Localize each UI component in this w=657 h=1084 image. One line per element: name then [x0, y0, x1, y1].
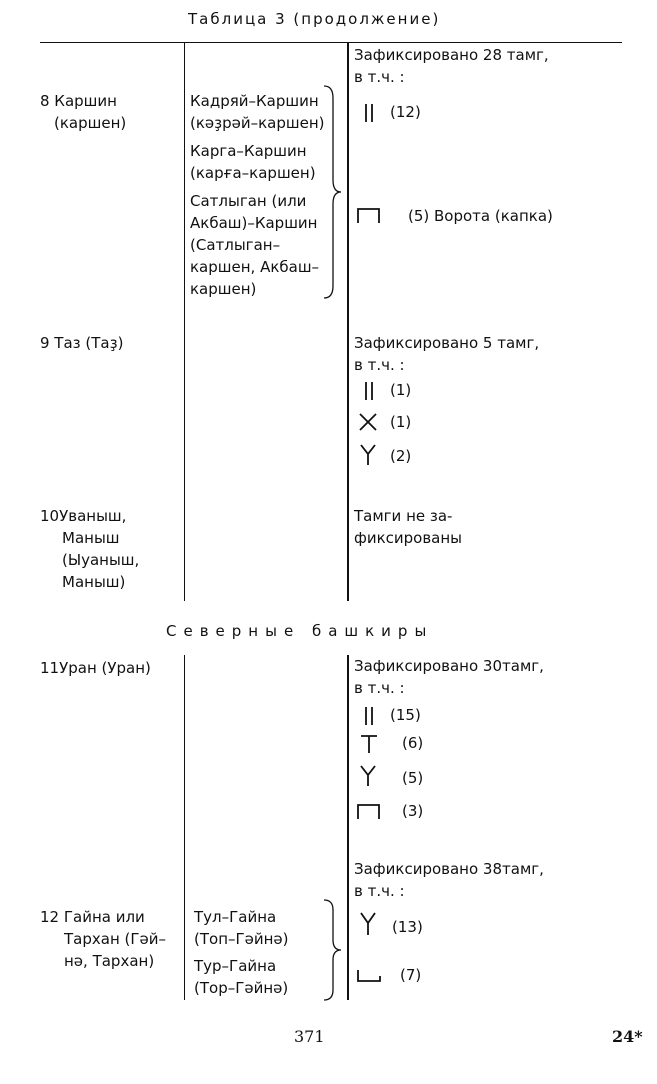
- table-title: Таблица 3 (продолжение): [188, 10, 441, 28]
- fork-tamga-icon: [359, 912, 377, 936]
- cross-tamga-icon: [358, 412, 378, 432]
- row-11-tamga-1-label: (15): [390, 706, 421, 724]
- row-8-summary-line-1: Зафиксировано 28 тамг,: [354, 46, 549, 64]
- row-11-summary-line-2: в т.ч. :: [354, 679, 405, 697]
- row-11-tamga-4-label: (3): [402, 802, 424, 820]
- row-11-tamga-3-label: (5): [402, 769, 424, 787]
- row-10-name-line-2: Маныш: [62, 529, 120, 547]
- row-10-name-line-4: Маныш): [62, 573, 126, 591]
- row-8-tamga-1-label: (12): [390, 103, 421, 121]
- row-8-subgroup-3-line-1: Сатлыган (или: [190, 192, 307, 210]
- page-number: 371: [294, 1027, 325, 1046]
- row-12-name-line-1: 12 Гайна или: [40, 908, 145, 926]
- row-12-subgroup-1-line-1: Тул–Гайна: [194, 908, 277, 926]
- row-10-name-line-1: 10Уваныш,: [40, 507, 127, 525]
- row-12-brace-icon: [322, 898, 344, 1002]
- gate-tamga-icon: [356, 206, 382, 224]
- row-9-summary-line-2: в т.ч. :: [354, 356, 405, 374]
- column-divider-left-lower: [184, 655, 185, 1000]
- row-8-subgroup-3-line-3: (Сатлыган–: [190, 236, 281, 254]
- row-10-summary-line-2: фиксированы: [354, 529, 463, 547]
- row-9-name: 9 Таз (Таҙ): [40, 334, 124, 352]
- row-9-summary-line-1: Зафиксировано 5 тамг,: [354, 334, 540, 352]
- row-10-name-line-3: (Ыуаныш,: [62, 551, 140, 569]
- row-9-tamga-3-label: (2): [390, 447, 412, 465]
- row-12-tamga-1-label: (13): [392, 918, 423, 936]
- row-8-subgroup-3-line-2: Акбаш)–Каршин: [190, 214, 318, 232]
- double-bar-tamga-icon: [360, 706, 378, 726]
- row-8-tamga-2-label: (5) Ворота (капка): [408, 207, 553, 225]
- fork-tamga-icon: [359, 444, 377, 466]
- row-8-name-line-2: (каршен): [54, 114, 127, 132]
- double-bar-tamga-icon: [360, 381, 378, 401]
- row-10-summary-line-1: Тамги не за-: [354, 507, 453, 525]
- signature-mark: 24*: [612, 1027, 643, 1046]
- row-8-subgroup-2-line-2: (карға–каршен): [190, 164, 316, 182]
- row-11-name: 11Уран (Уран): [40, 659, 151, 677]
- row-11-summary-line-1: Зафиксировано 30тамг,: [354, 657, 544, 675]
- row-12-tamga-2-label: (7): [400, 966, 422, 984]
- header-rule: [40, 42, 622, 43]
- row-12-subgroup-2-line-2: (Тор–Гәйнә): [194, 979, 289, 997]
- row-8-summary-line-2: в т.ч. :: [354, 68, 405, 86]
- section-heading: Северные башкиры: [166, 622, 434, 640]
- column-divider-right-lower: [347, 655, 349, 1000]
- row-8-subgroup-1-line-2: (кәҙрәй–каршен): [190, 114, 325, 132]
- row-8-subgroup-2-line-1: Карга–Каршин: [190, 142, 307, 160]
- row-12-name-line-2: Тархан (Гәй–: [64, 930, 166, 948]
- t-bar-tamga-icon: [359, 734, 379, 754]
- fork-tamga-icon: [359, 765, 377, 787]
- row-9-tamga-1-label: (1): [390, 381, 412, 399]
- row-8-subgroup-3-line-4: каршен, Акбаш–: [190, 258, 320, 276]
- row-8-subgroup-3-line-5: каршен): [190, 280, 257, 298]
- row-12-summary-line-1: Зафиксировано 38тамг,: [354, 860, 544, 878]
- row-12-summary-line-2: в т.ч. :: [354, 882, 405, 900]
- row-12-subgroup-2-line-1: Тур–Гайна: [194, 957, 277, 975]
- row-8-subgroup-1-line-1: Кадряй–Каршин: [190, 92, 319, 110]
- row-8-name-line-1: 8 Каршин: [40, 92, 117, 110]
- row-8-brace-icon: [322, 84, 344, 300]
- row-11-tamga-2-label: (6): [402, 734, 424, 752]
- gate-tamga-icon: [356, 802, 382, 820]
- row-9-tamga-2-label: (1): [390, 413, 412, 431]
- row-12-name-line-3: нә, Тархан): [64, 952, 155, 970]
- column-divider-right-upper: [347, 43, 349, 601]
- double-bar-tamga-icon: [360, 103, 378, 123]
- column-divider-left-upper: [184, 43, 185, 601]
- row-12-subgroup-1-line-2: (Топ–Гәйнә): [194, 930, 289, 948]
- hook-tamga-icon: [356, 968, 382, 984]
